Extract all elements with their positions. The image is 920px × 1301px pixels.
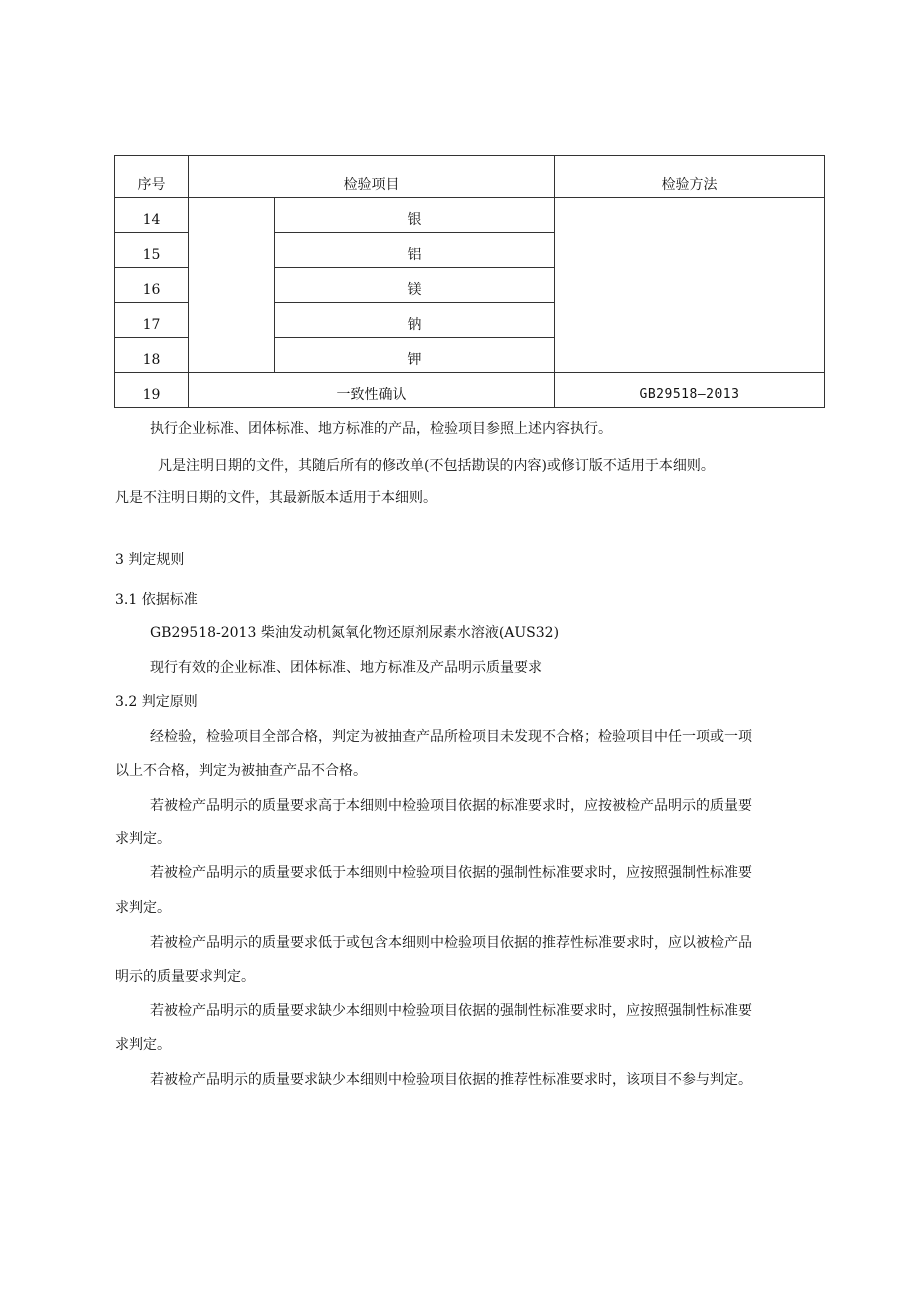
- note-undated: 凡是不注明日期的文件，其最新版本适用于本细则。: [115, 490, 437, 506]
- principle-3-line-1: 若被检产品明示的质量要求低于本细则中检验项目依据的强制性标准要求时，应按照强制性标准要: [150, 865, 752, 881]
- header-seq: 序号: [115, 156, 189, 198]
- table-row: [115, 373, 825, 408]
- item-category-cell: [189, 198, 275, 373]
- principle-5-line-2: 求判定。: [115, 1037, 171, 1053]
- note-dated: 凡是注明日期的文件，其随后所有的修改单(不包括勘误的内容)或修订版不适用于本细则。: [158, 458, 715, 474]
- row-seq: 16: [115, 268, 189, 303]
- row-seq: 14: [115, 198, 189, 233]
- header-method: 检验方法: [555, 156, 825, 198]
- header-item: 检验项目: [189, 156, 555, 198]
- table-row: [115, 198, 825, 233]
- row-item: 钠: [275, 303, 555, 338]
- row-seq: 17: [115, 303, 189, 338]
- note-exec: 执行企业标准、团体标准、地方标准的产品，检验项目参照上述内容执行。: [150, 421, 612, 437]
- principle-4-line-2: 明示的质量要求判定。: [115, 969, 255, 985]
- row-item: 钾: [275, 338, 555, 373]
- principle-3-line-2: 求判定。: [115, 900, 171, 916]
- principle-6: 若被检产品明示的质量要求缺少本细则中检验项目依据的推荐性标准要求时，该项目不参与判定。: [150, 1072, 752, 1088]
- principle-5-line-1: 若被检产品明示的质量要求缺少本细则中检验项目依据的强制性标准要求时，应按照强制性标准要: [150, 1003, 752, 1019]
- standard-2: 现行有效的企业标准、团体标准、地方标准及产品明示质量要求: [150, 660, 542, 676]
- method-cell: [555, 198, 825, 373]
- row-seq: 15: [115, 233, 189, 268]
- row-item: 镁: [275, 268, 555, 303]
- principle-1-line-1: 经检验，检验项目全部合格，判定为被抽查产品所检项目未发现不合格；检验项目中任一项或一项: [150, 729, 752, 745]
- row-item: 一致性确认: [189, 373, 555, 408]
- principle-1-line-2: 以上不合格，判定为被抽查产品不合格。: [115, 763, 367, 779]
- row-seq: 18: [115, 338, 189, 373]
- table-header-row: [115, 156, 825, 198]
- row-seq: 19: [115, 373, 189, 408]
- section-3-1-heading: 3.1 依据标准: [115, 592, 198, 608]
- principle-2-line-2: 求判定。: [115, 831, 171, 847]
- inspection-items-table: [114, 155, 825, 408]
- principle-2-line-1: 若被检产品明示的质量要求高于本细则中检验项目依据的标准要求时，应按被检产品明示的质量要: [150, 798, 752, 814]
- section-3-2-heading: 3.2 判定原则: [115, 694, 198, 710]
- row-item: 银: [275, 198, 555, 233]
- row-method: GB29518—2013: [555, 373, 825, 408]
- principle-4-line-1: 若被检产品明示的质量要求低于或包含本细则中检验项目依据的推荐性标准要求时，应以被检产品: [150, 935, 752, 951]
- section-3-heading: 3 判定规则: [115, 552, 185, 568]
- standard-1: GB29518-2013 柴油发动机氮氧化物还原剂尿素水溶液(AUS32): [150, 625, 560, 641]
- row-item: 铝: [275, 233, 555, 268]
